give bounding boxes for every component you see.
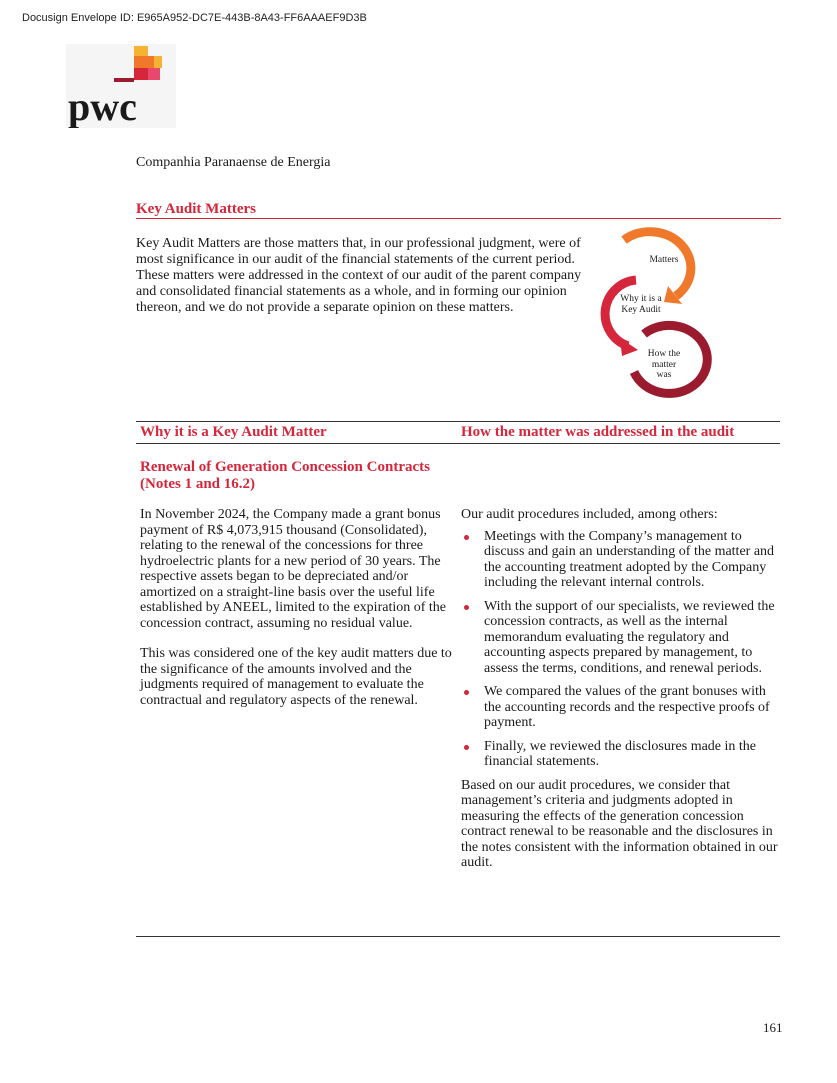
procedure-text: We compared the values of the grant bonuses with the accounting records and the respective proofs of payment. <box>484 684 770 730</box>
cycle-label-matters: Matters <box>649 255 679 265</box>
table-header-rule <box>136 443 780 444</box>
how-column <box>461 507 781 871</box>
bullet-icon <box>464 690 469 695</box>
page-number: 161 <box>763 1020 783 1035</box>
why-paragraph: This was considered one of the key audit matters due to the significance of the amounts involved and the judgments required of management to evaluate the contractual and regulatory aspects of the renewal. <box>140 646 452 708</box>
docusign-envelope-id: Docusign Envelope ID: E965A952-DC7E-443B-8A43-FF6AAAEF9D3B <box>22 12 367 24</box>
section-title-rule <box>136 218 781 219</box>
column-header-why: Why it is a Key Audit Matter <box>140 424 327 440</box>
pwc-logo-mark <box>66 44 176 128</box>
bullet-icon <box>464 535 469 540</box>
why-paragraph: In November 2024, the Company made a grant bonus payment of R$ 4,073,915 thousand (Consolidated), relating to the renewal of the concessions for three hydroelectric plants for a new period of 30 years. The respective assets began to be depreciated and/or amortized on a straight-line basis over the useful life established by ANEEL, limited to the expiration of the concession contract, assuming no residual value. <box>140 507 446 631</box>
section-title: Key Audit Matters <box>136 201 256 217</box>
table-bottom-rule <box>136 936 780 937</box>
pwc-logo <box>66 44 176 128</box>
kam-intro-paragraph: Key Audit Matters are those matters that, in our professional judgment, were of most significance in our audit of the financial statements of the current period. These matters were addressed in the context of our audit of the parent company and consolidated financial statements as a whole, and in forming our opinion thereon, and we do not provide a separate opinion on these matters. <box>136 236 582 315</box>
procedure-item <box>461 599 781 677</box>
why-column <box>140 507 458 723</box>
pwc-wordmark: pwc <box>68 84 137 128</box>
procedure-text: With the support of our specialists, we reviewed the concession contracts, as well as the internal memorandum evaluating the regulatory and accounting aspects prepared by management, to assess the terms, conditions, and renewal periods. <box>484 598 775 676</box>
procedure-item <box>461 739 781 770</box>
column-header-how: How the matter was addressed in the audit <box>461 424 735 440</box>
procedure-list <box>461 529 781 770</box>
procedure-text: Finally, we reviewed the disclosures made in the financial statements. <box>484 738 757 769</box>
cycle-label-why: Why it is a Key Audit <box>620 294 662 315</box>
matter-title: Renewal of Generation Concession Contracts (Notes 1 and 16.2) <box>140 459 430 492</box>
cycle-arrowhead-2 <box>620 338 638 356</box>
procedure-item <box>461 529 781 591</box>
procedure-item <box>461 684 781 731</box>
procedure-text: Meetings with the Company’s management to discuss and gain an understanding of the matter and the accounting treatment adopted by the Company including the relevant internal controls. <box>484 528 775 590</box>
bullet-icon <box>464 605 469 610</box>
bullet-icon <box>464 745 469 750</box>
how-intro: Our audit procedures included, among others: <box>461 507 718 522</box>
how-conclusion: Based on our audit procedures, we consider that management’s criteria and judgments adopted in measuring the effects of the generation concession contract renewal to be reasonable and the disclosures in the notes consistent with the information obtained in our audit. <box>461 777 778 870</box>
company-name: Companhia Paranaense de Energia <box>136 155 331 170</box>
kam-cycle-diagram <box>598 222 718 408</box>
cycle-label-how: How the matter was <box>647 349 681 380</box>
table-top-rule <box>136 421 780 422</box>
